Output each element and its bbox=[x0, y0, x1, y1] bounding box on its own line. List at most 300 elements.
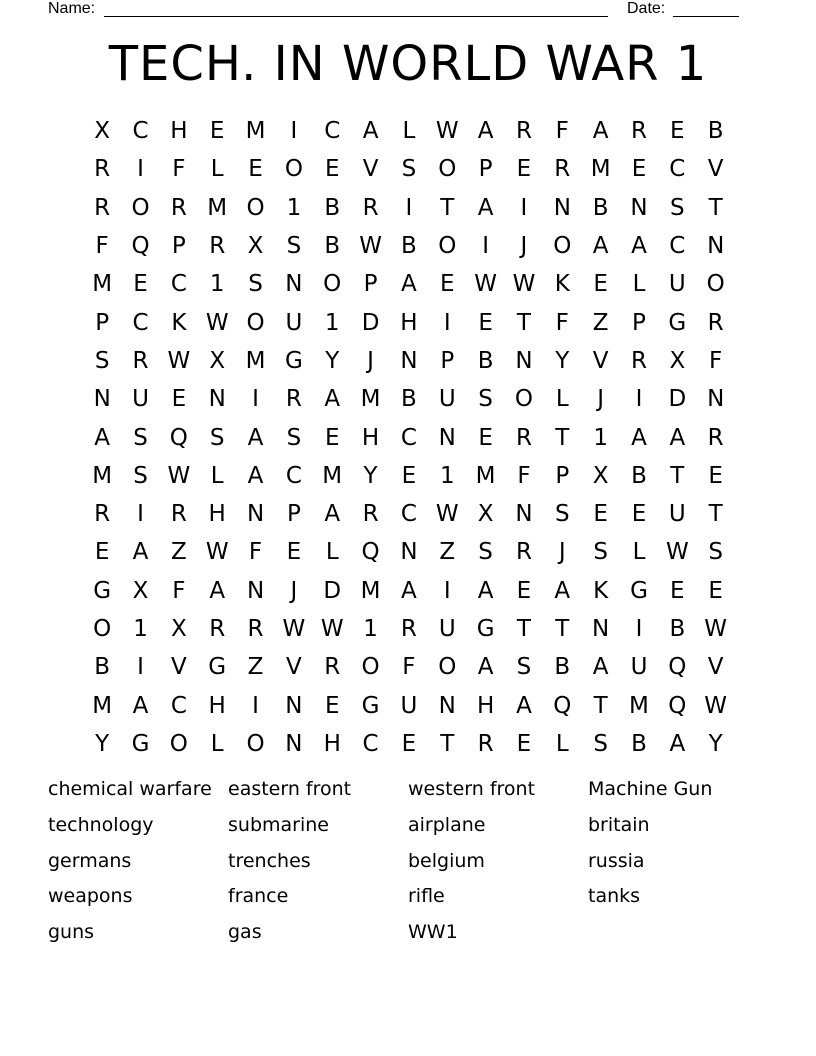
grid-letter: U bbox=[668, 501, 686, 528]
grid-letter: T bbox=[516, 309, 531, 336]
grid-letter: R bbox=[132, 347, 149, 374]
word-list bbox=[48, 778, 768, 957]
grid-letter: M bbox=[360, 386, 381, 413]
grid-letter: W bbox=[512, 271, 536, 298]
grid-letter: A bbox=[516, 692, 532, 719]
grid-letter: B bbox=[631, 462, 647, 489]
word-list-item: tanks bbox=[588, 885, 641, 908]
grid-letter: R bbox=[515, 539, 532, 566]
grid-letter: 1 bbox=[286, 194, 302, 221]
grid-letter: P bbox=[171, 233, 186, 260]
grid-row bbox=[83, 610, 735, 648]
grid-letter: M bbox=[245, 347, 266, 374]
grid-letter: I bbox=[635, 616, 643, 642]
grid-letter: K bbox=[171, 309, 187, 336]
grid-letter: S bbox=[593, 539, 608, 566]
grid-letter: C bbox=[285, 462, 302, 489]
grid-letter: B bbox=[669, 616, 686, 642]
grid-letter: B bbox=[477, 347, 494, 374]
grid-letter: W bbox=[205, 539, 229, 566]
word-list-item: guns bbox=[48, 921, 95, 944]
grid-letter: Z bbox=[170, 539, 187, 566]
grid-letter: W bbox=[704, 616, 728, 642]
grid-letter: S bbox=[670, 194, 685, 221]
grid-letter: D bbox=[323, 577, 342, 604]
grid-letter: S bbox=[133, 462, 148, 489]
grid-letter: A bbox=[324, 501, 341, 528]
grid-letter: F bbox=[95, 233, 109, 260]
grid-letter: U bbox=[668, 271, 686, 298]
grid-letter: M bbox=[207, 194, 228, 221]
date-blank-line bbox=[673, 16, 739, 17]
grid-letter: R bbox=[170, 194, 187, 221]
grid-letter: E bbox=[631, 156, 647, 183]
grid-row bbox=[83, 227, 735, 265]
grid-letter: O bbox=[284, 156, 303, 183]
grid-letter: X bbox=[94, 118, 111, 145]
grid-letter: A bbox=[132, 539, 149, 566]
grid-letter: W bbox=[205, 309, 229, 336]
grid-letter: B bbox=[707, 118, 724, 145]
grid-letter: W bbox=[435, 501, 459, 528]
grid-letter: R bbox=[400, 616, 417, 642]
grid-row bbox=[83, 112, 735, 150]
grid-letter: S bbox=[401, 156, 417, 183]
grid-letter: O bbox=[438, 654, 457, 681]
grid-letter: C bbox=[170, 692, 187, 719]
grid-row bbox=[83, 150, 735, 188]
grid-letter: N bbox=[515, 347, 533, 374]
word-list-item: belgium bbox=[408, 849, 485, 872]
grid-letter: X bbox=[592, 462, 609, 489]
word-list-item: weapons bbox=[48, 885, 133, 908]
grid-letter: A bbox=[477, 654, 494, 681]
grid-letter: X bbox=[477, 501, 494, 528]
grid-letter: R bbox=[209, 616, 226, 642]
grid-letter: Y bbox=[555, 347, 570, 374]
word-list-item: germans bbox=[48, 849, 132, 872]
grid-letter: W bbox=[704, 692, 728, 719]
name-blank-line bbox=[104, 16, 608, 17]
grid-letter: E bbox=[324, 692, 340, 719]
grid-letter: T bbox=[555, 424, 570, 451]
grid-letter: N bbox=[285, 692, 303, 719]
grid-letter: L bbox=[402, 118, 416, 145]
grid-letter: C bbox=[669, 156, 686, 183]
grid-letter: Y bbox=[363, 462, 378, 489]
grid-letter: K bbox=[554, 271, 570, 298]
grid-letter: A bbox=[592, 233, 609, 260]
grid-letter: A bbox=[401, 271, 417, 298]
grid-letter: R bbox=[630, 347, 647, 374]
grid-letter: W bbox=[474, 271, 497, 298]
grid-letter: R bbox=[707, 309, 724, 336]
grid-letter: P bbox=[286, 501, 301, 528]
grid-letter: C bbox=[362, 730, 379, 757]
grid-letter: O bbox=[93, 616, 112, 642]
grid-letter: P bbox=[555, 462, 570, 489]
grid-letter: B bbox=[401, 233, 417, 260]
grid-letter: H bbox=[170, 118, 188, 145]
grid-letter: C bbox=[400, 424, 417, 451]
grid-letter: A bbox=[132, 692, 149, 719]
grid-letter: S bbox=[133, 424, 148, 451]
word-list-item: rifle bbox=[408, 885, 445, 908]
grid-letter: M bbox=[360, 577, 381, 604]
grid-letter: O bbox=[246, 730, 265, 757]
grid-letter: R bbox=[362, 194, 379, 221]
grid-letter: V bbox=[592, 347, 609, 374]
grid-letter: 1 bbox=[363, 616, 378, 642]
grid-letter: E bbox=[478, 424, 493, 451]
grid-row bbox=[83, 189, 735, 227]
word-list-item: western front bbox=[408, 778, 536, 800]
grid-letter: Z bbox=[439, 539, 456, 566]
grid-letter: E bbox=[670, 577, 685, 604]
grid-letter: C bbox=[170, 271, 187, 298]
grid-letter: T bbox=[593, 692, 608, 719]
grid-row bbox=[83, 572, 735, 610]
grid-letter: N bbox=[246, 577, 265, 604]
grid-letter: I bbox=[482, 233, 489, 260]
grid-letter: I bbox=[443, 577, 451, 604]
grid-letter: I bbox=[137, 156, 144, 183]
grid-letter: H bbox=[208, 501, 226, 528]
grid-letter: U bbox=[438, 386, 456, 413]
grid-letter: F bbox=[172, 156, 186, 183]
grid-letter: A bbox=[362, 118, 379, 145]
grid-letter: E bbox=[478, 309, 493, 336]
grid-letter: V bbox=[362, 156, 379, 183]
grid-letter: M bbox=[245, 118, 266, 145]
grid-letter: R bbox=[94, 194, 111, 221]
grid-letter: L bbox=[555, 386, 569, 413]
grid-letter: C bbox=[132, 118, 149, 145]
grid-letter: X bbox=[209, 347, 226, 374]
grid-letter: Q bbox=[553, 692, 572, 719]
grid-letter: R bbox=[285, 386, 302, 413]
grid-letter: B bbox=[324, 194, 341, 221]
grid-letter: A bbox=[631, 233, 647, 260]
grid-letter: E bbox=[94, 539, 110, 566]
grid-letter: L bbox=[210, 462, 224, 489]
grid-letter: C bbox=[324, 118, 341, 145]
grid-letter: D bbox=[668, 386, 687, 413]
grid-letter: N bbox=[400, 347, 418, 374]
grid-letter: X bbox=[132, 577, 149, 604]
word-list-item: gas bbox=[228, 921, 262, 944]
grid-letter: T bbox=[670, 462, 685, 489]
grid-letter: S bbox=[248, 271, 263, 298]
grid-letter: F bbox=[402, 654, 416, 681]
grid-letter: E bbox=[324, 156, 340, 183]
grid-letter: N bbox=[208, 386, 226, 413]
grid-letter: L bbox=[632, 271, 646, 298]
grid-letter: M bbox=[92, 462, 113, 489]
grid-letter: N bbox=[93, 386, 111, 413]
grid-letter: O bbox=[246, 194, 265, 221]
grid-letter: A bbox=[592, 118, 609, 145]
grid-letter: J bbox=[597, 386, 605, 413]
grid-letter: B bbox=[324, 233, 341, 260]
grid-letter: M bbox=[92, 692, 113, 719]
grid-letter: E bbox=[516, 156, 532, 183]
grid-letter: N bbox=[246, 501, 265, 528]
grid-letter: H bbox=[476, 692, 495, 719]
grid-letter: A bbox=[631, 424, 647, 451]
grid-letter: B bbox=[554, 654, 571, 681]
grid-row bbox=[83, 418, 735, 456]
grid-letter: M bbox=[92, 271, 113, 298]
grid-letter: P bbox=[478, 156, 493, 183]
grid-letter: J bbox=[558, 539, 566, 566]
grid-letter: Y bbox=[325, 347, 340, 374]
grid-letter: P bbox=[632, 309, 646, 336]
header bbox=[0, 0, 816, 20]
grid-letter: X bbox=[669, 347, 686, 374]
grid-letter: 1 bbox=[324, 309, 340, 336]
grid-letter: K bbox=[593, 577, 609, 604]
grid-letter: L bbox=[210, 156, 224, 183]
grid-letter: O bbox=[438, 156, 457, 183]
grid-letter: F bbox=[517, 462, 531, 489]
grid-letter: F bbox=[172, 577, 186, 604]
grid-letter: U bbox=[438, 616, 456, 642]
grid-letter: L bbox=[632, 539, 646, 566]
grid-letter: A bbox=[477, 577, 494, 604]
grid-letter: I bbox=[443, 309, 451, 336]
grid-letter: Q bbox=[131, 233, 150, 260]
grid-letter: B bbox=[592, 194, 609, 221]
grid-letter: R bbox=[707, 424, 724, 451]
grid-letter: V bbox=[286, 654, 302, 681]
grid-letter: X bbox=[247, 233, 264, 260]
grid-letter: N bbox=[515, 501, 533, 528]
grid-letter: H bbox=[208, 692, 226, 719]
grid-letter: S bbox=[478, 386, 493, 413]
grid-letter: E bbox=[324, 424, 340, 451]
page-title: TECH. IN WORLD WAR 1 bbox=[108, 36, 708, 92]
grid-letter: E bbox=[133, 271, 148, 298]
grid-letter: G bbox=[668, 309, 687, 336]
word-list-item: submarine bbox=[228, 813, 329, 836]
grid-letter: T bbox=[708, 194, 723, 221]
grid-letter: 1 bbox=[593, 424, 608, 451]
word-list-item: WW1 bbox=[408, 921, 458, 944]
grid-letter: 1 bbox=[209, 271, 225, 298]
grid-letter: A bbox=[669, 730, 686, 757]
grid-letter: C bbox=[400, 501, 417, 528]
grid-letter: R bbox=[324, 654, 341, 681]
grid-letter: G bbox=[476, 616, 495, 642]
grid-letter: W bbox=[167, 462, 191, 489]
grid-letter: Q bbox=[668, 692, 687, 719]
grid-letter: N bbox=[285, 730, 303, 757]
grid-letter: W bbox=[665, 539, 689, 566]
grid-letter: Q bbox=[668, 654, 687, 681]
grid-letter: S bbox=[286, 233, 302, 260]
grid-letter: O bbox=[131, 194, 150, 221]
grid-letter: D bbox=[361, 309, 380, 336]
grid-letter: I bbox=[405, 194, 413, 221]
word-list-item: technology bbox=[48, 813, 154, 836]
grid-letter: J bbox=[367, 347, 374, 374]
grid-letter: N bbox=[400, 539, 418, 566]
grid-letter: G bbox=[630, 577, 648, 604]
grid-letter: Z bbox=[592, 309, 609, 336]
grid-letter: A bbox=[477, 118, 494, 145]
grid-letter: M bbox=[475, 462, 496, 489]
grid-letter: R bbox=[170, 501, 187, 528]
grid-letter: G bbox=[131, 730, 150, 757]
grid-letter: O bbox=[514, 386, 533, 413]
grid-letter: S bbox=[593, 730, 608, 757]
grid-letter: R bbox=[94, 501, 111, 528]
grid-letter: E bbox=[248, 156, 263, 183]
grid-letter: B bbox=[631, 730, 647, 757]
grid-letter: S bbox=[554, 501, 570, 528]
grid-letter: T bbox=[440, 730, 455, 757]
grid-letter: Q bbox=[169, 424, 188, 451]
grid-letter: J bbox=[290, 577, 298, 604]
grid-letter: S bbox=[516, 654, 532, 681]
grid-letter: A bbox=[324, 386, 341, 413]
grid-letter: S bbox=[478, 539, 493, 566]
grid-letter: O bbox=[246, 309, 265, 336]
grid-letter: I bbox=[290, 118, 298, 145]
grid-letter: I bbox=[520, 194, 528, 221]
grid-letter: L bbox=[555, 730, 569, 757]
grid-letter: E bbox=[516, 730, 532, 757]
grid-letter: S bbox=[94, 347, 110, 374]
grid-letter: A bbox=[477, 194, 494, 221]
grid-letter: L bbox=[325, 539, 339, 566]
grid-letter: B bbox=[94, 654, 111, 681]
grid-letter: C bbox=[132, 309, 149, 336]
grid-letter: E bbox=[670, 118, 685, 145]
grid-letter: E bbox=[401, 462, 417, 489]
letter-grid bbox=[83, 112, 735, 763]
word-list-item: Machine Gun bbox=[588, 778, 713, 800]
grid-letter: F bbox=[555, 309, 569, 336]
grid-letter: X bbox=[170, 616, 187, 642]
grid-letter: A bbox=[669, 424, 686, 451]
grid-letter: E bbox=[631, 501, 647, 528]
grid-letter: H bbox=[400, 309, 418, 336]
grid-row bbox=[83, 725, 735, 763]
word-list-item: trenches bbox=[228, 849, 311, 872]
grid-letter: R bbox=[247, 616, 264, 642]
grid-letter: G bbox=[361, 692, 380, 719]
grid-letter: R bbox=[630, 118, 647, 145]
grid-letter: E bbox=[708, 577, 723, 604]
grid-row bbox=[83, 342, 735, 380]
grid-letter: N bbox=[285, 271, 303, 298]
grid-row bbox=[83, 303, 735, 341]
word-list-item: france bbox=[228, 885, 289, 908]
grid-letter: S bbox=[708, 539, 723, 566]
grid-letter: P bbox=[363, 271, 378, 298]
grid-letter: A bbox=[247, 424, 264, 451]
grid-letter: V bbox=[707, 654, 724, 681]
name-label: Name: bbox=[48, 0, 96, 17]
date-label: Date: bbox=[627, 0, 666, 17]
grid-letter: E bbox=[708, 462, 723, 489]
grid-letter: O bbox=[553, 233, 572, 260]
grid-letter: W bbox=[320, 616, 344, 642]
grid-letter: G bbox=[93, 577, 112, 604]
grid-letter: S bbox=[286, 424, 302, 451]
grid-row bbox=[83, 457, 735, 495]
grid-letter: A bbox=[554, 577, 571, 604]
grid-letter: E bbox=[439, 271, 455, 298]
grid-letter: Q bbox=[361, 539, 380, 566]
grid-row bbox=[83, 648, 735, 686]
grid-letter: P bbox=[440, 347, 455, 374]
word-list-item: chemical warfare bbox=[48, 778, 212, 800]
grid-letter: A bbox=[94, 424, 111, 451]
grid-letter: W bbox=[167, 347, 191, 374]
grid-letter: R bbox=[515, 118, 532, 145]
grid-letter: F bbox=[555, 118, 569, 145]
grid-letter: E bbox=[516, 577, 532, 604]
word-list-item: airplane bbox=[408, 813, 486, 836]
grid-letter: T bbox=[440, 194, 455, 221]
grid-row bbox=[83, 380, 735, 418]
grid-letter: Y bbox=[95, 730, 110, 757]
grid-letter: 1 bbox=[439, 462, 455, 489]
grid-letter: A bbox=[401, 577, 417, 604]
grid-letter: L bbox=[210, 730, 224, 757]
grid-letter: O bbox=[169, 730, 188, 757]
grid-letter: N bbox=[438, 424, 456, 451]
grid-letter: W bbox=[359, 233, 382, 260]
grid-letter: N bbox=[630, 194, 648, 221]
grid-letter: M bbox=[322, 462, 343, 489]
grid-letter: R bbox=[515, 424, 532, 451]
grid-letter: R bbox=[94, 156, 111, 183]
grid-letter: B bbox=[401, 386, 417, 413]
grid-letter: T bbox=[516, 616, 531, 642]
grid-letter: R bbox=[554, 156, 571, 183]
grid-letter: P bbox=[95, 309, 110, 336]
grid-letter: I bbox=[252, 692, 259, 719]
grid-letter: N bbox=[438, 692, 456, 719]
grid-letter: Y bbox=[708, 730, 723, 757]
grid-letter: V bbox=[170, 654, 187, 681]
grid-letter: T bbox=[708, 501, 723, 528]
grid-letter: W bbox=[282, 616, 306, 642]
grid-letter: O bbox=[438, 233, 457, 260]
grid-letter: R bbox=[477, 730, 494, 757]
grid-letter: E bbox=[401, 730, 417, 757]
grid-letter: A bbox=[592, 654, 609, 681]
grid-letter: C bbox=[669, 233, 686, 260]
grid-letter: 1 bbox=[133, 616, 148, 642]
grid-letter: O bbox=[706, 271, 725, 298]
grid-letter: J bbox=[520, 233, 528, 260]
grid-letter: E bbox=[593, 501, 608, 528]
grid-letter: R bbox=[362, 501, 379, 528]
grid-letter: S bbox=[209, 424, 225, 451]
grid-letter: H bbox=[361, 424, 380, 451]
grid-letter: R bbox=[209, 233, 226, 260]
grid-row bbox=[83, 265, 735, 303]
grid-letter: N bbox=[592, 616, 610, 642]
grid-letter: Z bbox=[247, 654, 264, 681]
word-list-item: russia bbox=[588, 849, 645, 872]
grid-letter: F bbox=[709, 347, 723, 374]
